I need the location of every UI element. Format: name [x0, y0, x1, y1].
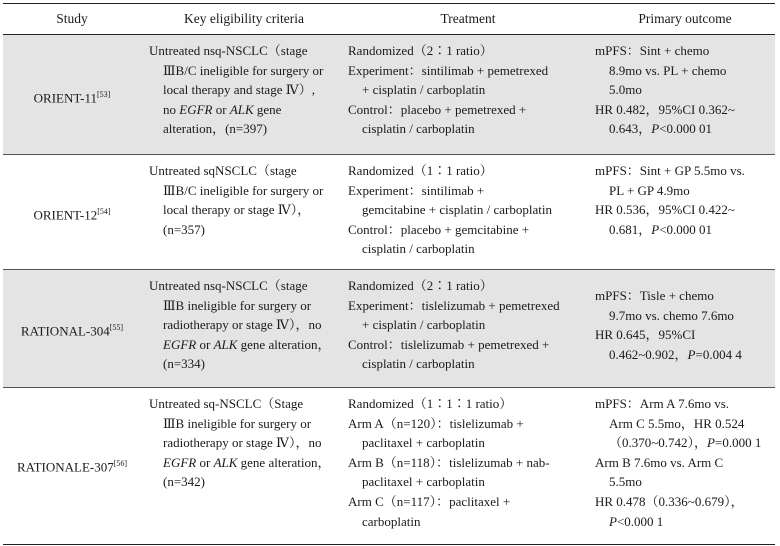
header-study: Study [56, 11, 88, 26]
treatment-cell: Randomized（2∶1 ratio） Experiment：tislelizumab + pemetrexed + cisplatin / carboplatin Control：tislelizumab + pemetrexed + cisplatin / carboplatin [348, 278, 560, 372]
table-header [3, 4, 775, 35]
outcome-cell: mPFS：Tisle + chemo 9.7mo vs. chemo 7.6mo HR 0.645，95%CI 0.462~0.902，P=0.004 4 [595, 288, 742, 362]
table-row [3, 35, 775, 155]
outcome-cell: mPFS：Arm A 7.6mo vs. Arm C 5.5mo，HR 0.524 （0.370~0.742），P=0.000 1 Arm B 7.6mo vs. Arm C 5.5mo HR 0.478（0.336~0.679）， P<0.000 1 [595, 396, 762, 529]
study-name: RATIONAL-304[55] [20, 323, 124, 339]
outcome-cell: mPFS：Sint + GP 5.5mo vs. PL + GP 4.9mo HR 0.536，95%CI 0.422~ 0.681，P<0.000 01 [595, 163, 745, 237]
treatment-cell: Randomized（1∶1 ratio） Experiment：sintilimab + gemcitabine + cisplatin / carboplatin Control：placebo + gemcitabine + cisplatin / carboplatin [348, 163, 552, 257]
header-criteria: Key eligibility criteria [184, 11, 304, 26]
header-treatment: Treatment [440, 11, 496, 26]
criteria-cell: Untreated sq-NSCLC（Stage ⅢB ineligible for surgery or radiotherapy or stage Ⅳ），no EGFR or ALK gene alteration， (n=342) [149, 396, 331, 490]
criteria-cell: Untreated nsq-NSCLC（stage ⅢB ineligible for surgery or radiotherapy or stage Ⅳ），no EGFR or ALK gene alteration， (n=334) [149, 278, 331, 372]
criteria-cell: Untreated nsq-NSCLC（stage ⅢB/C ineligible for surgery or local therapy and stage Ⅳ）, no EGFR or ALK gene alteration，(n=397) [149, 43, 324, 137]
treatment-cell: Randomized（1∶1∶1 ratio） Arm A（n=120）：tislelizumab + paclitaxel + carboplatin Arm B（n=118）：tislelizumab + nab- paclitaxel + carboplatin Arm C（n=117）：paclitaxel + carboplatin [348, 396, 550, 529]
table-row [3, 155, 775, 270]
outcome-cell: mPFS：Sint + chemo 8.9mo vs. PL + chemo 5.0mo HR 0.482，95%CI 0.362~ 0.643，P<0.000 01 [595, 43, 735, 137]
treatment-cell: Randomized（2∶1 ratio） Experiment：sintilimab + pemetrexed + cisplatin / carboplatin Control：placebo + pemetrexed + cisplatin / carboplatin [348, 43, 549, 137]
study-name: ORIENT-12[54] [33, 207, 111, 223]
criteria-cell: Untreated sqNSCLC（stage ⅢB/C ineligible for surgery or local therapy or stage Ⅳ）， (n=357) [149, 163, 324, 237]
table-row [3, 270, 775, 388]
study-name: ORIENT-11[53] [33, 90, 111, 106]
eligibility-table [3, 3, 775, 545]
header-outcome: Primary outcome [638, 11, 732, 26]
study-name: RATIONALE-307[56] [16, 459, 128, 475]
table-row [3, 388, 775, 544]
